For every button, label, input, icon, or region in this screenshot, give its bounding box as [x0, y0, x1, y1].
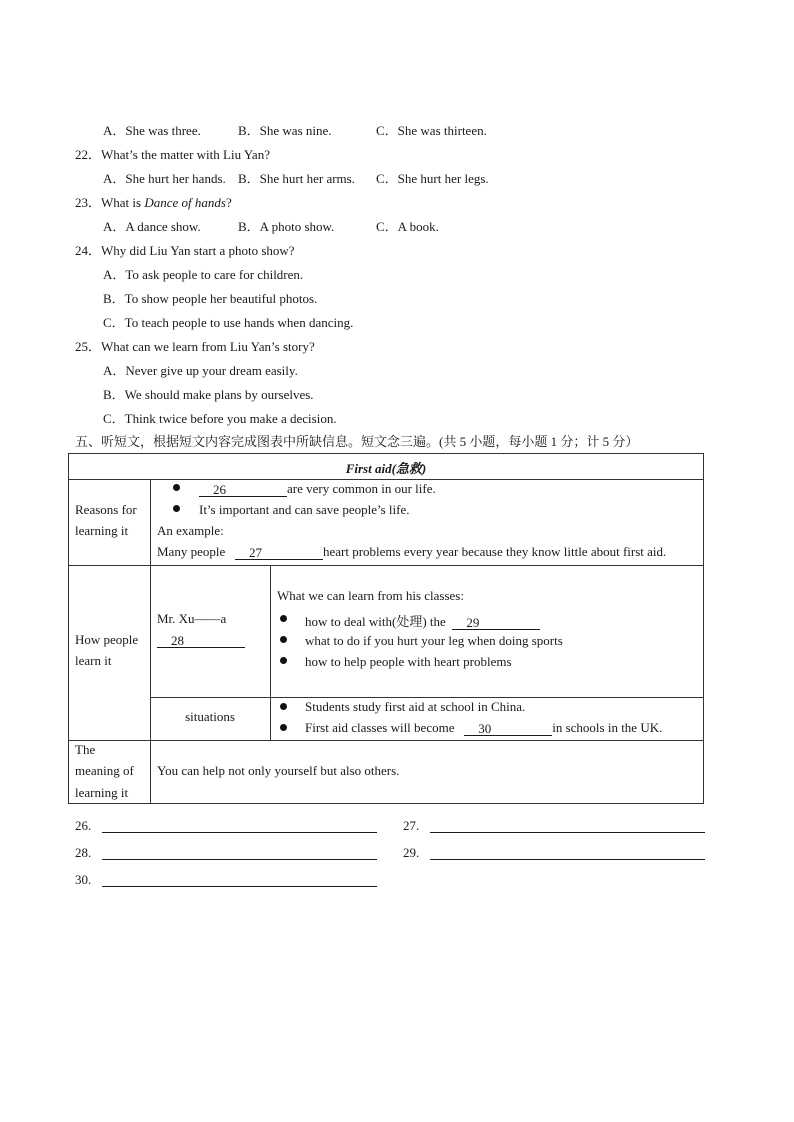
how-label-line1: How people: [75, 632, 139, 647]
example-label: An example:: [157, 523, 224, 538]
q25-option-a: A．Never give up your dream easily.: [103, 363, 298, 378]
meaning-label-line1: The: [75, 742, 96, 757]
classes-heading: What we can learn from his classes:: [277, 588, 464, 603]
bullet-icon: [173, 484, 180, 491]
q25-option-c: C．Think twice before you make a decision.: [103, 411, 337, 426]
blank-27-number: 27: [248, 545, 262, 560]
section-5-heading: 五、听短文，根据短文内容完成图表中所缺信息。短文念三遍。(共 5 小题，每小题 1 分；计 5 分）: [75, 434, 639, 449]
reason-2: It’s important and can save people’s life.: [199, 502, 410, 517]
class-item-2: what to do if you hurt your leg when doing sports: [305, 633, 563, 648]
bullet-icon: [280, 657, 287, 664]
q23-option-b: B．A photo show.: [238, 219, 335, 234]
q23-stem: 23．What is Dance of hands?: [75, 195, 232, 210]
meaning-label-line2: meaning of: [75, 763, 134, 778]
bullet-icon: [280, 636, 287, 643]
blank-26-number: 26: [213, 482, 226, 497]
situation-1: Students study first aid at school in China.: [305, 699, 526, 714]
q25-stem: 25．What can we learn from Liu Yan’s story?: [75, 339, 315, 354]
reasons-label-line1: Reasons for: [75, 502, 137, 517]
q24-option-c: C．To teach people to use hands when dancing.: [103, 315, 354, 330]
table-divider: [270, 565, 271, 740]
q24-stem: 24．Why did Liu Yan start a photo show?: [75, 243, 295, 258]
mr-xu-text: Mr. Xu——a: [157, 611, 227, 626]
example-sentence: Many people 27 heart problems every year because they know little about first aid.: [157, 544, 667, 560]
q22-stem: 22．What’s the matter with Liu Yan?: [75, 147, 270, 162]
table-divider: [69, 479, 703, 480]
first-aid-table: [68, 453, 704, 804]
meaning-label-line3: learning it: [75, 785, 129, 800]
mr-xu-blank: [157, 632, 245, 648]
q22-option-a: A．She hurt her hands.: [103, 171, 226, 186]
table-divider: [69, 565, 703, 566]
q21-option-c: C．She was thirteen.: [376, 123, 487, 138]
blank-30-number: 30: [478, 721, 492, 736]
answer-line-30[interactable]: 30.: [75, 872, 377, 890]
reason-1: 26 are very common in our life.: [199, 481, 436, 497]
bullet-icon: [280, 703, 287, 710]
blank-29-number: 29: [466, 615, 480, 630]
table-divider: [150, 697, 703, 698]
answer-line-26[interactable]: 26.: [75, 818, 377, 836]
answer-line-28[interactable]: 28.: [75, 845, 377, 863]
table-divider: [69, 740, 703, 741]
bullet-icon: [280, 615, 287, 622]
bullet-icon: [280, 724, 287, 731]
q22-option-b: B．She hurt her arms.: [238, 171, 355, 186]
table-divider: [150, 479, 151, 803]
blank-28-number: 28: [171, 633, 184, 648]
q22-option-c: C．She hurt her legs.: [376, 171, 489, 186]
answer-line-29[interactable]: 29.: [403, 845, 705, 863]
bullet-icon: [173, 505, 180, 512]
q21-option-b: B．She was nine.: [238, 123, 332, 138]
q23-option-c: C．A book.: [376, 219, 439, 234]
q24-option-a: A．To ask people to care for children.: [103, 267, 304, 282]
situation-2: First aid classes will become 30 in schools in the UK.: [305, 720, 663, 736]
reasons-label-line2: learning it: [75, 523, 129, 538]
q24-option-b: B．To show people her beautiful photos.: [103, 291, 318, 306]
table-title: First aid(急救): [345, 461, 427, 476]
meaning-text: You can help not only yourself but also others.: [157, 763, 400, 778]
answer-line-27[interactable]: 27.: [403, 818, 705, 836]
situations-label: situations: [185, 709, 235, 724]
q25-option-b: B．We should make plans by ourselves.: [103, 387, 314, 402]
q21-option-a: A．She was three.: [103, 123, 201, 138]
how-label-line2: learn it: [75, 653, 112, 668]
class-item-1: how to deal with(处理) the 29: [305, 611, 540, 630]
class-item-3: how to help people with heart problems: [305, 654, 512, 669]
q23-option-a: A．A dance show.: [103, 219, 201, 234]
